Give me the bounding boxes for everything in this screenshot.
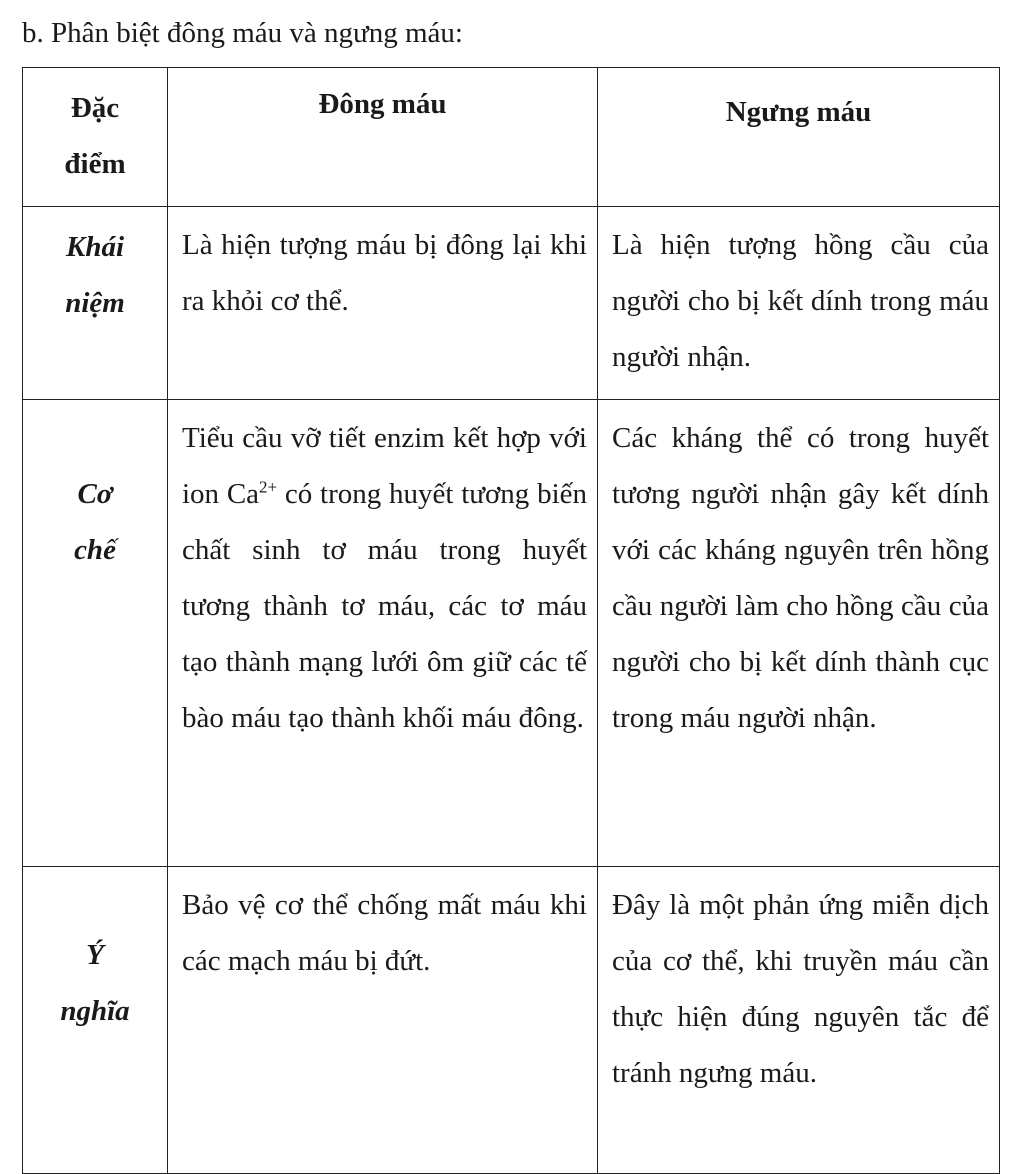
header-agglutination: Ngưng máu: [598, 68, 1000, 207]
concept-agglutination-cell: Là hiện tượng hồng cầu của người cho bị kết dính trong máu người nhận.: [598, 207, 1000, 400]
row-label-line1: Khái: [65, 231, 125, 263]
mechanism-clotting-text-2: có trong huyết tương biến chất sinh tơ máu trong huyết tương thành tơ máu, các tơ máu tạo thành mạng lưới ôm giữ các tế bào máu tạo thành khối máu đông.: [182, 478, 587, 734]
header-feature-line1: Đặc: [70, 92, 120, 124]
row-label-mechanism: [23, 400, 168, 867]
table-row-mechanism: [23, 400, 1000, 867]
row-label-line1: Ý: [86, 939, 104, 971]
table-row-significance: [23, 867, 1000, 1174]
row-label-line1: Cơ: [77, 478, 113, 510]
calcium-charge-superscript: 2+: [259, 477, 278, 497]
concept-clotting-cell: Là hiện tượng máu bị đông lại khi ra khỏi cơ thể.: [168, 207, 598, 400]
comparison-table: [22, 67, 1000, 1174]
table-header-row: [23, 68, 1000, 207]
row-label-line2: chế: [74, 534, 116, 566]
table-row-concept: [23, 207, 1000, 400]
header-feature: [23, 68, 168, 207]
header-clotting: Đông máu: [168, 68, 598, 207]
mechanism-agglutination-cell: Các kháng thể có trong huyết tương người nhận gây kết dính với các kháng nguyên trên hồng cầu người làm cho hồng cầu của người cho bị kết dính thành cục trong máu người nhận.: [598, 400, 1000, 867]
section-heading: b. Phân biệt đông máu và ngưng máu:: [22, 17, 463, 49]
row-label-line2: nghĩa: [60, 995, 130, 1027]
row-label-concept: [23, 207, 168, 400]
row-label-line2: niệm: [65, 287, 125, 319]
mechanism-clotting-cell: [168, 400, 598, 867]
significance-agglutination-cell: Đây là một phản ứng miễn dịch của cơ thể, khi truyền máu cần thực hiện đúng nguyên tắc để tránh ngưng máu.: [598, 867, 1000, 1174]
row-label-significance: [23, 867, 168, 1174]
header-feature-line2: điểm: [64, 148, 126, 180]
mechanism-clotting-text-1: Tiểu cầu vỡ tiết enzim kết hợp với ion Ca: [182, 422, 587, 510]
significance-clotting-cell: Bảo vệ cơ thể chống mất máu khi các mạch máu bị đứt.: [168, 867, 598, 1174]
